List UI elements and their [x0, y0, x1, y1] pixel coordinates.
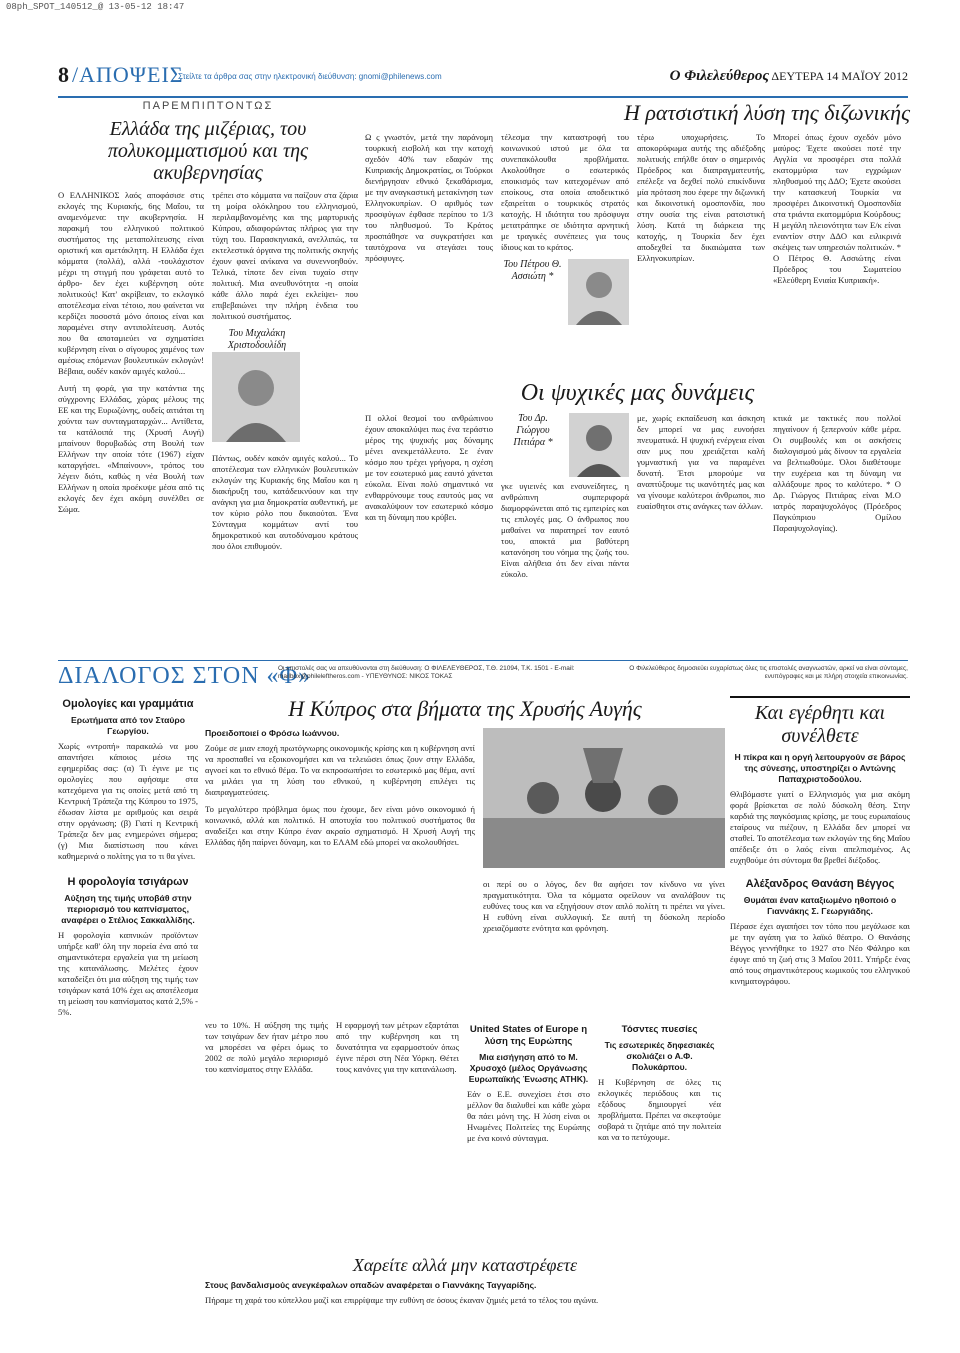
masthead	[670, 68, 908, 85]
letter-paragraph: Η φορολογία καπνικών προϊόντων υπήρξε καθ' όλη την πορεία ένα από τα σημαντικότερα εργαλεία για τη μείωση της κατανάλωσης. Μελέτες έχουν καταδείξει ότι μια αύξηση της τιμής των τσιγάρων κατά 10% έχει ως αποτέλεσμα τη μείωση του καπνίσματος κατά 2,5% - 5%.	[58, 930, 198, 1017]
letter-title: Χαρείτε αλλά μην καταστρέφετε	[352, 1255, 578, 1275]
page-header	[58, 62, 908, 98]
letter-title: Τόσντες πυεσίες	[621, 1024, 698, 1035]
letter-subtitle: Μια εισήγηση από το Μ. Χρυσοχό (μέλος Οργάνωσης Ευρωπαϊκής Ένωσης ΑΤΗΚ).	[468, 1052, 589, 1084]
article-psychikes-dynameis	[365, 380, 910, 665]
section-name: /ΑΠΟΨΕΙΣ	[72, 62, 184, 87]
letter-title: Η φορολογία τσιγάρων	[67, 876, 189, 888]
article-title: Ελλάδα της μιζέριας, του πολυκομματισμού και της ακυβερνησίας	[107, 118, 309, 184]
article-paragraph: Ο ΕΛΛΗΝΙΚΟΣ λαός αποφάσισε στις εκλογές της Κυριακής, 6ης Μαΐου, τα αναμενόμενα: την ακυβερνησία. Η παρακμή του ελληνικού πολιτικού συστήματος της μεταπολίτευσης είναι οριστική και αμετάκλητη. Η Ελλάδα έχει κόμματα (πολλά), αλλά -τουλάχιστον μέχρι τη στιγμή που γράφεται αυτό το άρθρο- δεν έχει κυβέρνηση ούτε πολιτικούς! Κατ' ακρίβειαν, το εκλογικό αποτέλεσμα είναι τέτοιο, που φαίνεται να κερδίζει ποσοστά μόνο όποιος είναι και παραμένει στην αντιπολίτευση. Αυτός που θα αποταμιεύει να σχηματίσει κυβέρνηση είναι ο σίγουρος χαμένος των αμέσως επόμενων βουλευτικών εκλογών! Βέβαια, ουδέν κακόν αμιγές καλού...	[58, 190, 204, 376]
send-note: Στείλτε τα άρθρα σας στην ηλεκτρονική διεύθυνση: gnomi@philenews.com	[178, 72, 442, 81]
letter-paragraph: Ζούμε σε μιαν εποχή πρωτόγνωρης οικονομικής κρίσης και η κυβέρνηση αντί να προσπαθεί να εξοικονομήσει και να τελειώσει όπως ζουν στην Ελλάδα, αγνοεί και το εθνικό θέμα. Το να εκπροσωπήσει το εσωτερικό μας θέμα, αντί να μιλάει για τη λύση του εθνικού, η κυβέρνηση επιλέγει τις διαπραγματεύσεις.	[205, 743, 475, 797]
article-paragraph: τρέπει στο κόμματα να παίζουν στα ζάρια τη μοίρα ολόκληρου του ελληνισμού, περιλαμβανομένης και της μαρτυρικής Κύπρου, αδιαφορώντας πλήρως για την τύχη του. Παρασκηνιακά, ανελλιπώς, τα εκτελεστικά όργανα της πολιτικής σκηνής έχουν φανεί ανίκανα να συνεννοηθούν. Τελικά, τίποτε δεν είναι τυχαίο στην πολιτική. Μια ανευθυνότητα -η οποία κάθε άλλο παρά έχει εκλείψει- που επιβεβαιώνει την πλήρη ένδεια του πολιτικού συστήματος.	[212, 190, 358, 321]
article-paragraph: Ω ς γνωστόν, μετά την παράνομη τουρκική εισβολή και την κατοχή σχεδόν 40% των εδαφών της Κυπριακής Δημοκρατίας, οι Τούρκοι διενήργησαν εθνικό ξεκαθάρισμα, με την αναγκαστική μετακίνηση των Ελληνοκυπρίων. Ο αριθμός των προσφύγων έφθασε περίπου το 1/3 του πληθυσμού. Το Κράτος προσπάθησε να συγκρατήσει και ταυτόχρονα να στεγάσει τους πρόσφυγες.	[365, 132, 493, 263]
masthead-date: ΔΕΥΤΕΡΑ 14 ΜΑΪΟΥ 2012	[771, 69, 908, 83]
letter-paragraph: Η εφαρμογή των μέτρων εξαρτάται από την κυβέρνηση και τη δυνατότητα να εφαρμοστούν όπως έγινε πέρσι στη Νέα Υόρκη. Θέτει τους κανόνες για την κατανάλωση.	[336, 1020, 459, 1074]
letter-subtitle: Τις εσωτερικές δηφεσιακές σκολιάζει ο Α.Φ. Πολυκάρπου.	[604, 1040, 715, 1072]
article-paragraph: Π ολλοί θεσμοί του ανθρώπινου έχουν αποκαλύψει πως ένα τεράστιο μέρος της ψυχικής μας δύναμης μένει ανεκμετάλλευτο. Σε έναν κόσμο που τρέχει γρήγορα, η σχέση με τον εσωτερικό μας εαυτό χάνεται εύκολα. Είναι πολύ σημαντικό να ενθαρρύνουμε τους εαυτούς μας να ανακαλύψουν τον εσωτερικό κόσμο και τη δύναμη που κρύβει.	[365, 413, 493, 522]
masthead-name: Ο Φιλελεύθερος	[669, 68, 770, 84]
letter-paragraph: Το μεγαλύτερο πρόβλημα όμως που έχουμε, δεν είναι μόνο οικονομικό ή κοινωνικό, αλλά και πολιτικό. Η αποτυχία του πολιτικού συστήματος θα αναδείξει και στην Κύπρο έναν ακραίο σχηματισμό. Η Χρυσή Αυγή της Ελλάδας ήδη παίρνει δύναμη, και το ΕΛΑΜ εδώ μπορεί να ακολουθήσει.	[205, 804, 475, 847]
article-title: Οι ψυχικές μας δυνάμεις	[520, 380, 755, 406]
article-title: Η ρατσιστική λύση της διζωνικής	[623, 100, 910, 125]
letter-subtitle: Θυμάται έναν καταξιωμένο ηθοποιό ο Γιαννάκης Σ. Γεωργιάδης.	[743, 895, 897, 916]
letter-paragraph: Χωρίς «ντροπή» παρακαλώ να μου απαντήσει κάποιος μέσω της εφημερίδας σας: (α) Τι έγινε με τις ομολογίες που αφήσαμε στα κατεχόμενα για τις οποίες μετά από τη Κεντρική Τράπεζα της Κύπρου το 1975, έδωσαν λίστα με αριθμούς και σειρά στην οργάνωση; (β) Γιατί η Κεντρική Τράπεζα δεν μας ενημερώνει σήμερα; (γ) Μια διαπίστωση που κάνει καθημερινά ο πολίτης για το τι θα γίνει.	[58, 741, 198, 861]
letter-paragraph: οι περί ου ο λόγος, δεν θα αφήσει τον κίνδυνο να γίνει πραγματικότητα. Όλα τα κόμματα οφείλουν να αναλάβουν τις ευθύνες τους και να εξηγήσουν στον απλό πολίτη τι πρέπει να γίνει. Η ευθύνη είναι συλλογική. Σε αυτή τη δύσκολη περίοδο χρειαζόμαστε ενότητα και φρόνηση.	[483, 879, 725, 933]
letter-paragraph: νευ το 10%. Η αύξηση της τιμής των τσιγάρων δεν ήταν μέτρο που να μπορέσει να φέρει όμως το 2002 σε πολύ μεγάλο περιορισμό του καπνίσματος στην Ελλάδα.	[205, 1020, 328, 1074]
article-paragraph: τέρω υποχωρήσεις. Το αποκορύφωμα αυτής της αδιέξοδης πολιτικής επήλθε όταν ο σημερινός Πρόεδρος και διαπραγματευτής, επέλεξε να δεχθεί πολύ επικίνδυνα μία πρόταση που έφερε την διζωνική και δικοινοτική ομοσπονδία, που στην ουσία της είναι ρατσιστική λύση. Κατά τη διάρκεια της κατοχής, η Τουρκία δεν έχει αποδεχθεί τα δικαιώματα των Ελληνοκυπρίων.	[637, 132, 765, 263]
dialogue-policy-note: Ο Φιλελεύθερος δημοσιεύει ευχαρίστως όλες τις επιστολές αναγνωστών, αρκεί να είναι σύντομες, ενυπόγραφες και με πλήρη στοιχεία επικοινωνίας.	[629, 665, 908, 680]
letter-title: Ομολογίες και γραμμάτια	[62, 698, 194, 710]
letter-kai-egerthiti	[730, 692, 910, 1342]
letter-subtitle: Στους βανδαλισμούς ανεγκέφαλων οπαδών αναφέρεται ο Γιαννάκης Ταγγαρίδης.	[205, 1280, 537, 1290]
dialogue-section-bar	[58, 660, 908, 690]
letter-title: Αλέξανδρος Θανάση Βέγγος	[745, 878, 895, 890]
letter-kypros-chrysi-avgi	[205, 692, 725, 1022]
article-paragraph: Αυτή τη φορά, για την κατάντια της σύγχρονης Ελλάδας, χώρας μέλους της ΕΕ και της Ευρωζώνης, ουδείς αιτιάται τη χούντα των συνταγματαρχών... Αντίθετα, τα κατάλοιπά της (Χρυσή Αυγή) μπαίνουν θορυβωδώς στη Βουλή των Ελλήνων την οποία τότε (1967) είχαν καταργήσει. «Μπαίνουν», τρόπος του λέγειν διότι, καθώς η νέα Βουλή των Ελλήνων η οποία προέκυψε μέσα από τις εκλογές δεν έχει ακόμη συνέλθει σε Σώμα.	[58, 383, 204, 514]
letter-title: United States of Europe η λύση της Ευρώπης	[469, 1024, 588, 1047]
letter-subtitle: Προειδοποιεί ο Φρόσω Ιωάννου.	[205, 728, 340, 738]
letter-chareite	[205, 1255, 725, 1306]
page-number: 8	[58, 62, 69, 87]
author-name: Του Μιχαλάκη Χριστοδουλίδη	[227, 328, 287, 351]
article-kicker: ΠΑΡΕΜΠΙΠΤΟΝΤΩΣ	[142, 100, 274, 112]
author-name: Του Πέτρου Θ. Ασσιώτη *	[503, 259, 562, 282]
author-box	[212, 328, 302, 447]
letter-paragraph: Εάν ο Ε.Ε. συνεχίσει έτσι στο μέλλον θα διαλυθεί και κάθε χώρα θα πάει μόνη της. Η λύση είναι οι Ηνωμένες Πολιτείες της Ευρώπης με ένα κοινό σύνταγμα.	[467, 1089, 590, 1143]
news-photo	[483, 728, 725, 868]
article-paragraph: γκε υγιεινές και ενσυνείδητες, η ανθρώπινη συμπεριφορά διαμορφώνεται από τις εμπειρίες και τις επιλογές μας. Ο άνθρωπος που μαθαίνει να παρατηρεί τον εαυτό του, αποκτά μια βαθύτερη κατανόηση του νόημα της ζωής του. Είναι αλήθεια ότι δεν είναι πάντα εύκολο.	[501, 481, 629, 579]
article-ratsistiki-lysi	[365, 100, 910, 400]
article-paragraph: Μπορεί όπως έχουν σχεδόν μόνο μαύρος: Έχετε ακούσει ποτέ την Αγγλία να προσφέρει στα πολλά εκατομμύρια των εγχρώμων πληθυσμού της ΔΔΟ; Έχετε ακούσει την κατασκευή Τουρκία να προσφέρει Δικοινοτική Ομοσπονδία στα τριάντα εκατομμύρια Κούρδους; Η μεγάλη πλειονότητα των Ε/κ είναι εναντίον στην ΔΔΟ και ειλικρινά σκέψεις των υπηρεσιών πολιτικών. * Ο Πέτρος Θ. Ασσιώτης είναι Πρόεδρος του Σωματείου «Ελεύθερη Ενιαία Κυπριακή».	[773, 132, 901, 285]
article-paragraph: Πάντως, ουδέν κακόν αμιγές καλού... Το αποτέλεσμα των ελληνικών βουλευτικών εκλογών της Κυριακής 6ης Μαΐου και η διακήρυξη του, κατάδεικνύουν και την ανάγκη για μια δημοκρατία αυθεντική, με τον κύριο ρόλο που δικαιούται. Ένα Σύνταγμα κομμάτων αντί του δημοκρατικού και αυτοδύναμου κράτους που όλοι επιθυμούν.	[212, 453, 358, 551]
header-rule	[58, 96, 908, 98]
article-paragraph: τέλεσμα την καταστροφή του κοινωνικού ιστού με όλα τα συνεπακόλουθα προβλήματα. Ακολούθησε ο εσωτερικός εποικισμός των κατεχομένων από εποίκους, στα οποία αποδεικτικό εξαιρείται ο τουρκικός στρατός κατοχής. Η ιδιότητα του πρόσφυγα μετατράπηκε σε ιδιότητα αρνητική με τραγικές συνέπειες για τους ίδιους και το κράτος.	[501, 132, 629, 252]
letter-paragraph: Πήραμε τη χαρά του κύπελλου μαζί και επιρρίψαμε την ευθύνη σε όσους έκαναν ζημιές μετά το τέλος του αγώνα.	[205, 1295, 599, 1305]
print-slug: 08ph_SPOT_140512_@ 13-05-12 18:47	[6, 2, 185, 12]
author-box	[501, 259, 629, 325]
author-photo	[212, 352, 300, 442]
letter-subtitle: Ερωτήματα από τον Σταύρο Γεωργίου.	[71, 715, 185, 736]
article-paragraph: κτικά με τακτικές που πολλοί πηγαίνουν ή ξεπερνούν κάθε μέρα. Οι συμβουλές και οι ασκήσεις διαλογισμού μάς δίνουν τα εργαλεία να βελτιωθούμε. Όλοι διαθέτουμε την ευχέρεια και τη δύναμη να αλλάξουμε προς το καλύτερο. * Ο Δρ. Γιώργος Πιτιάρας είναι Μ.Ο ιατρός παραψυχολόγος (Πρόεδρος Παγκύπριου Ομίλου Παραψυχολογίας).	[773, 413, 901, 533]
letter-title: Η Κύπρος στα βήματα της Χρυσής Αυγής	[288, 696, 642, 721]
author-name: Του Δρ. Γιώργου Πιτιάρα *	[513, 413, 553, 448]
dialogue-address-note: Οι επιστολές σας να απευθύνονται στη διεύθυνση: Ο ΦΙΛΕΛΕΥΘΕΡΟΣ, Τ.Θ. 21094, Τ.Κ. 1501 - E-mail: mailbox@phileleftheros.com - ΥΠΕΥΘΥΝΟΣ: ΝΙΚΟΣ ΤΟΚΑΣ	[278, 665, 575, 680]
letter-paragraph: Θλιβόμαστε γιατί ο Ελληνισμός για μια ακόμη φορά βρίσκεται σε πολύ δύσκολη θέση. Στην καρδιά της παγκόσμιας κρίσης, με τους ευρωπαίους εταίρους να πιέζουν, η Ελλάδα δεν μπορεί να σταθεί. Το αποτέλεσμα των εκλογών της 6ης Μαΐου απέδειξε ότι ο λαός είναι απελπισμένος. Ας ευχηθούμε ότι σύντομα θα βρεθεί διέξοδος.	[730, 789, 910, 865]
author-photo	[568, 259, 629, 325]
author-photo	[569, 413, 629, 477]
letter-paragraph: Η Κυβέρνηση σε όλες τις εκλογικές περιόδους και τις εξόδους δημιουργεί νέα προβλήματα. Πρέπει να σκεφτούμε σοβαρά τι ζητάμε από την πολιτεία και να το πετύχουμε.	[598, 1077, 721, 1142]
article-parempiptontos	[58, 100, 358, 660]
letter-paragraph: Πέρασε έχει αγαπήσει τον τόπο που μεγάλωσε και με την αγάπη για το λαϊκό θέατρο. Ο Θανάσης Βέγγος γεννήθηκε το 1927 στο Νέο Φάληρο και έφυγε από τη ζωή στις 3 Μαΐου 2011. Υπήρξε ένας από τους σημαντικότερους κωμικούς του ελληνικού κινηματογράφου.	[730, 921, 910, 986]
letter-subtitle: Αύξηση της τιμής υποβάθ στην περιορισμό του καπνίσματος, αναφέρει ο Στέλιος Σακκαλλίδης.	[61, 893, 195, 925]
letter-subtitle: Η πίκρα και η οργή λειτουργούν σε βάρος της σύνεσης, υποστηρίζει ο Αντώνης Παπαχριστοδούλου.	[734, 752, 906, 784]
letter-omologies	[58, 692, 198, 1342]
article-paragraph: με, χωρίς εκπαίδευση και άσκηση δεν μπορεί να μας ευνοήσει πνευματικά. Η ψυχική ενέργεια είναι σαν μυς που χρειάζεται καλή γυμναστική για να παραμένει δυνατή. Έτσι μπορούμε να αναπτύξουμε τις ικανότητές μας και να γίνουμε καλύτεροι άνθρωποι, πιο ευαίσθητοι στις ανάγκες των άλλων.	[637, 413, 765, 511]
letter-title: Και εγέρθητι και συνέλθετε	[730, 696, 910, 748]
dialogue-title: ΔΙΑΛΟΓΟΣ ΣΤΟΝ «Φ»	[58, 663, 312, 689]
author-box	[501, 413, 629, 477]
